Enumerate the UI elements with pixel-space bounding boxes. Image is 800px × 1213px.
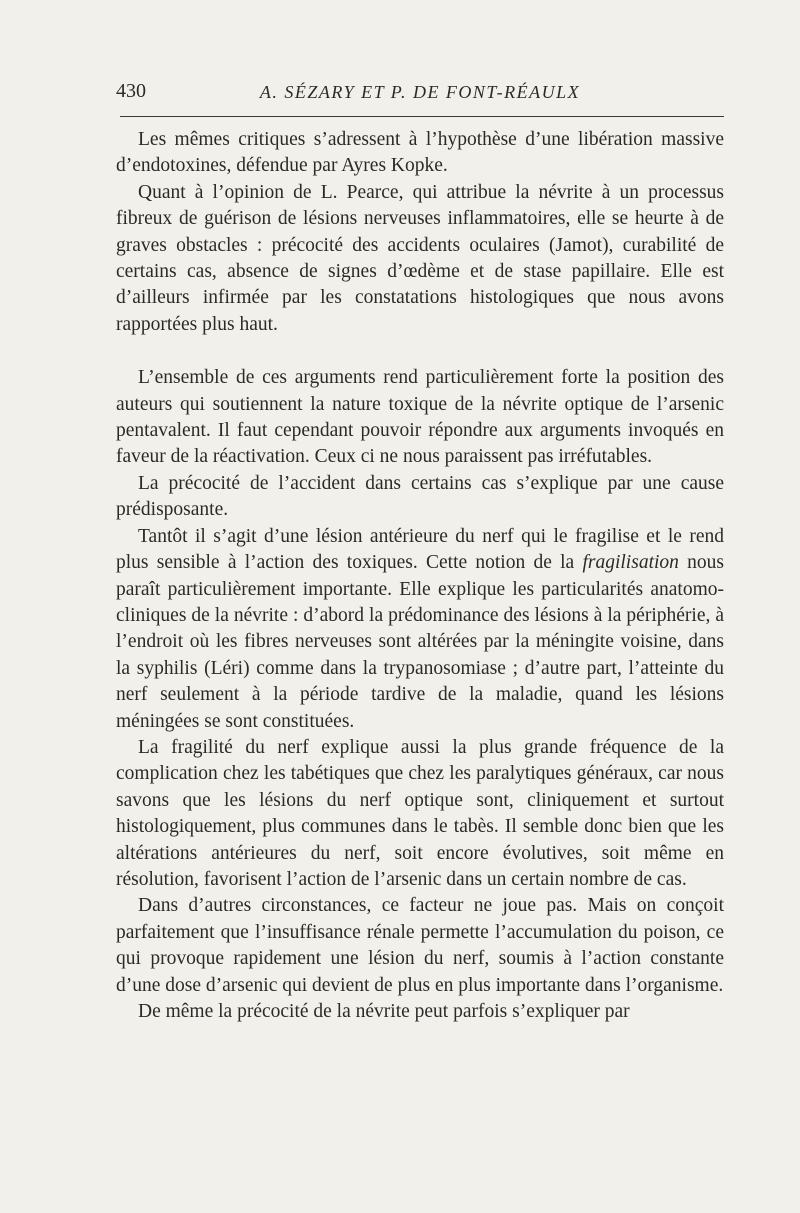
paragraph-8: De même la précocité de la névrite peut parfois s’expliquer par	[138, 1001, 630, 1022]
paragraph-4: La précocité de l’accident dans certains cas s’explique par une cause prédisposante.	[116, 472, 724, 521]
paragraph-5-text-start: Tantôt il s’agit d’une lésion antérieure du nerf qui le fragilise et le rend plus sensible à l’action des toxiques. Cette notion de la	[116, 525, 724, 574]
page-number: 430	[116, 80, 146, 102]
paragraph-1: Les mêmes critiques s’adressent à l’hypothèse d’une libération massive d’endotoxines, défendue par Ayres Kopke.	[116, 129, 724, 177]
paragraph-6: La fragilité du nerf explique aussi la plus grande fréquence de la complication chez les tabétiques que chez les paralytiques généraux, car nous savons que les lésions du nerf optique sont, cliniquement et surtout histologiquement, plus communes dans le tabès. Il semble donc bien que les altérations antérieures du nerf, soit encore évolutives, soit même en résolution, favorisent l’action de l’arsenic dans un certain nombre de cas.	[116, 736, 724, 890]
paragraph-5	[116, 524, 724, 735]
paragraph-5-italic-term: fragilisation	[582, 552, 679, 574]
running-title: A. SÉZARY ET P. DE FONT-RÉAULX	[259, 82, 581, 102]
paragraph-5-text-end: nous paraît particulièrement importante. Elle explique les particularités anatomo-cliniques de la névrite : d’abord la prédominance des lésions à la périphérie, à l’endroit où les fibres nerveuses sont altérées par la méningite voisine, dans la syphilis (Léri) comme dans la trypanosomiase ; d’autre part, l’atteinte du nerf seulement à la période tardive de la maladie, quand les lésions méningées se sont constituées.	[116, 552, 724, 732]
header-rule	[120, 116, 724, 117]
body-text	[116, 127, 724, 1025]
paragraph-2: Quant à l’opinion de L. Pearce, qui attribue la névrite à un processus fibreux de guérison de lésions nerveuses inflammatoires, elle se heurte à de graves obstacles : précocité des accidents oculaires (Jamot), curabilité de certains cas, absence de signes d’œdème et de stase papillaire. Elle est d’ailleurs infirmée par les constatations histologiques que nous avons rapportées plus haut.	[116, 181, 724, 335]
paragraph-3: L’ensemble de ces arguments rend particulièrement forte la position des auteurs qui soutiennent la nature toxique de la névrite optique de l’arsenic pentavalent. Il faut cependant pouvoir répondre aux arguments invoqués en faveur de la réactivation. Ceux ci ne nous paraissent pas irréfutables.	[116, 367, 724, 468]
page-header	[116, 80, 724, 106]
paragraph-7: Dans d’autres circonstances, ce facteur ne joue pas. Mais on conçoit parfaitement que l’insuffisance rénale permette l’accumulation du poison, ce qui provoque rapidement une lésion du nerf, soumis à l’action constante d’une dose d’arsenic qui devient de plus en plus importante dans l’organisme.	[116, 895, 724, 996]
